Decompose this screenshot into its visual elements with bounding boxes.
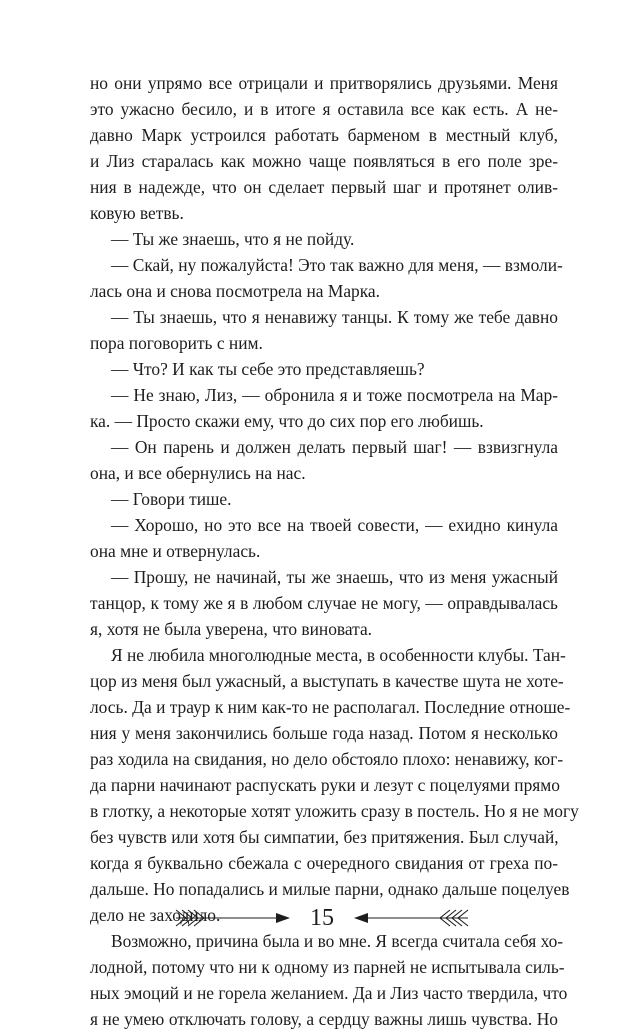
text-line: она, и все обернулись на нас. [90,463,306,483]
text-line: — Прошу, не начинай, ты же знаешь, что из меня ужасный [111,567,558,587]
text-line: да парни начинают распускать руки и лезут с поцелуями прямо [90,775,560,795]
text-line: ковую ветвь. [90,203,184,223]
text-line: я не умею отключать голову, а сердцу важны лишь чувства. Но [90,1009,558,1029]
text-line: в глотку, а некоторые хотят уложить сразу в постель. Но я не могу [90,801,579,821]
text-line: дело не заходило. [90,905,221,925]
text-line: ния в надежде, что он сделает первый шаг и протянет олив- [90,177,558,197]
text-line: лась она и снова посмотрела на Марка. [90,281,380,301]
text-line: Я не любила многолюдные места, в особенности клубы. Тан- [111,645,566,665]
text-line: ных эмоций и не горела желанием. Да и Лиз часто твердила, что [90,983,568,1003]
text-line: раз ходила на свидания, но дело обстояло плохо: ненавижу, ког- [90,749,564,769]
text-line: — Ты же знаешь, что я не пойду. [111,229,355,249]
text-line: дальше. Но попадались и милые парни, однако дальше поцелуев [90,879,570,899]
arrow-ornament-icon [352,904,472,932]
text-line: но они упрямо все отрицали и притворялись друзьями. Меня [90,73,558,93]
text-line: лодной, потому что ни к одному из парней не испытывала силь- [90,957,565,977]
text-line: Возможно, причина была и во мне. Я всегда считала себя хо- [111,931,564,951]
text-line: пора поговорить с ним. [90,333,263,353]
text-line: — Ты знаешь, что я ненавижу танцы. К тому же тебе давно [111,307,558,327]
text-line: лось. Да и траур к ним как-то не располагал. Последние отноше- [90,697,571,717]
text-line: — Не знаю, Лиз, — обронила я и тоже посмотрела на Мар- [111,385,558,405]
text-line: танцор, к тому же я в любом случае не могу, — оправдывалась [90,593,558,613]
text-line: — Хорошо, но это все на твоей совести, — ехидно кинула [111,515,558,535]
book-page-text [90,70,579,1032]
text-line: ка. — Просто скажи ему, что до сих пор его любишь. [90,411,484,431]
text-line: это ужасно бесило, и в итоге я оставила все как есть. А не- [90,99,558,119]
text-line: давно Марк устроился работать барменом в местный клуб, [90,125,558,145]
page-number: 15 [310,905,334,931]
text-line: когда я буквально сбежала с очередного свидания от греха по- [90,853,558,873]
text-line: цор из меня был ужасный, а выступать в качестве шута не хоте- [90,671,564,691]
text-line: без чувств или хотя бы симпатии, без притяжения. Был случай, [90,827,559,847]
text-line: — Говори тише. [111,489,232,509]
text-line: — Что? И как ты себе это представляешь? [111,359,425,379]
text-line: и Лиз старалась как можно чаще появляться в его поле зре- [90,151,558,171]
text-line: — Скай, ну пожалуйста! Это так важно для меня, — взмоли- [111,255,563,275]
text-line: — Он парень и должен делать первый шаг! — взвизгнула [111,437,558,457]
text-line: она мне и отвернулась. [90,541,261,561]
text-line: я, хотя не была уверена, что виновата. [90,619,373,639]
text-line: ния у меня закончились больше года назад. Потом я несколько [90,723,558,743]
page-footer [0,900,644,936]
